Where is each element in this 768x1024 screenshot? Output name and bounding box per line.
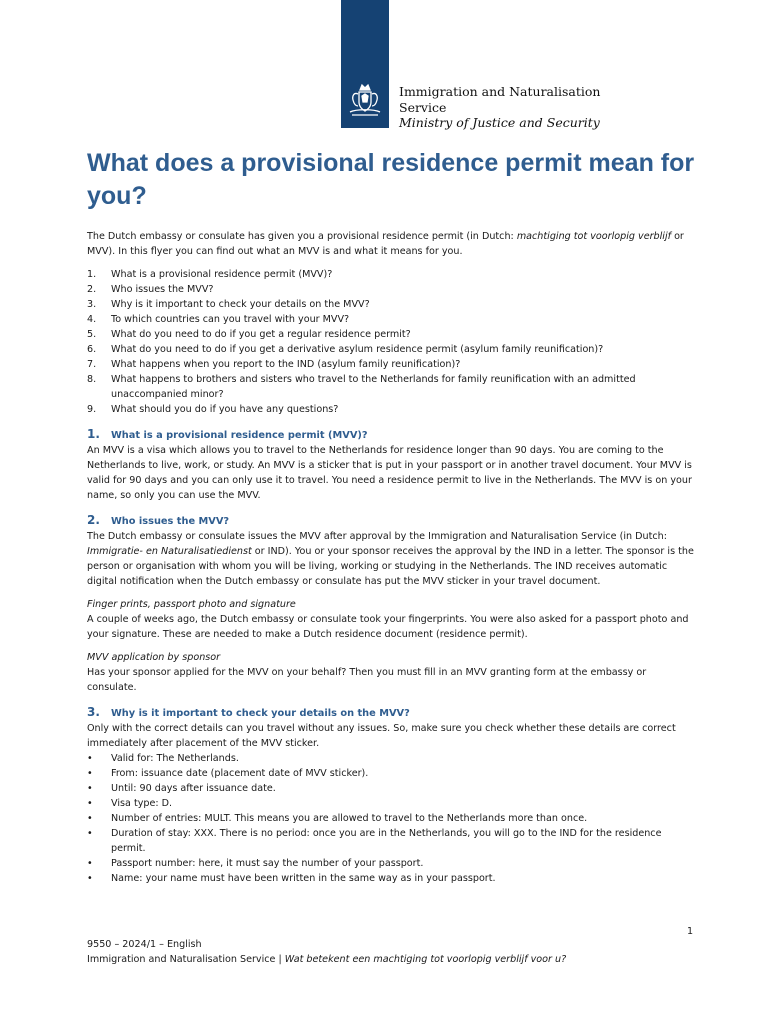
table-of-contents [87,267,695,417]
bullet-icon: • [87,873,93,884]
list-item-text: Number of entries: MULT. This means you are allowed to travel to the Netherlands more than once. [111,813,588,824]
list-item [87,811,695,826]
toc-item [87,372,695,402]
sponsor-application-body: Has your sponsor applied for the MVV on your behalf? Then you must fill in an MVV granting form at the embassy or consulate. [87,667,647,693]
toc-number: 6. [87,344,97,355]
section-title: Why is it important to check your details on the MVV? [111,708,410,719]
toc-item [87,312,695,327]
footer-dutch-title: Wat betekent een machtiging tot voorlopig verblijf voor u? [284,954,567,965]
toc-number: 7. [87,359,97,370]
list-item [87,826,695,856]
logo-bar [341,0,389,128]
ministry-name: Ministry of Justice and Security [399,115,600,130]
toc-text: Who issues the MVV? [111,284,214,295]
list-item [87,796,695,811]
footer-org: Immigration and Naturalisation Service | [87,954,285,965]
section-title: Who issues the MVV? [111,516,230,527]
org-name-line1: Immigration and Naturalisation [399,84,601,99]
toc-item [87,267,695,282]
subheading-sponsor-application: MVV application by sponsor [87,652,221,663]
toc-item [87,402,695,417]
organisation-name [399,84,600,131]
section-1-body: An MVV is a visa which allows you to travel to the Netherlands for residence longer than 90 days. You are coming to the Netherlands to live, work, or study. An MVV is a sticker that is put in your passport or in another travel document. Your MVV is valid for 90 days and you can only use it to travel. You need a residence permit to live in the Netherlands. The MVV is on your name, so only you can use the MVV. [87,445,692,501]
list-item-text: Duration of stay: XXX. There is no period: once you are in the Netherlands, you will go to the IND for the residence permit. [111,828,662,854]
toc-text: What should you do if you have any questions? [111,404,339,415]
toc-number: 2. [87,284,97,295]
list-item [87,871,695,886]
bullet-icon: • [87,828,93,839]
section-1-heading [87,427,695,443]
page-number: 1 [687,926,694,937]
toc-text: To which countries can you travel with your MVV? [111,314,350,325]
mvv-details-list [87,751,695,886]
list-item-text: Name: your name must have been written in the same way as in your passport. [111,873,496,884]
toc-number: 4. [87,314,97,325]
section-3-heading [87,705,695,721]
toc-item [87,357,695,372]
bullet-icon: • [87,798,93,809]
document-code: 9550 – 2024/1 – English [87,939,202,950]
page-title: What does a provisional residence permit mean for you? [87,149,695,210]
section-2-text-2: or IND). You or your sponsor receives the approval by the IND in a letter. The sponsor is the person or organisation with whom you will be living, working or studying in the Netherlands. The IND receives automatic digital notification when the Dutch embassy or consulate has put the MVV sticker in your travel document. [87,546,694,587]
section-number: 3. [87,705,100,719]
toc-text: Why is it important to check your details on the MVV? [111,299,370,310]
toc-text: What is a provisional residence permit (MVV)? [111,269,333,280]
list-item-text: Visa type: D. [111,798,173,809]
list-item [87,766,695,781]
list-item-text: From: issuance date (placement date of MVV sticker). [111,768,369,779]
subheading-fingerprints: Finger prints, passport photo and signature [87,599,296,610]
bullet-icon: • [87,858,93,869]
toc-text: What do you need to do if you get a derivative asylum residence permit (asylum family reunification)? [111,344,604,355]
list-item-text: Valid for: The Netherlands. [111,753,239,764]
bullet-icon: • [87,783,93,794]
toc-text: What do you need to do if you get a regular residence permit? [111,329,411,340]
intro-dutch-term: machtiging tot voorlopig verblijf [516,231,672,242]
section-2-dutch-term: Immigratie- en Naturalisatiedienst [87,546,252,557]
section-number: 2. [87,513,100,527]
list-item [87,751,695,766]
toc-number: 3. [87,299,97,310]
section-2-body [87,529,695,589]
section-2-heading [87,513,695,529]
royal-coat-of-arms-icon [346,82,384,118]
section-title: What is a provisional residence permit (MVV)? [111,430,368,441]
toc-item [87,327,695,342]
section-3-body: Only with the correct details can you travel without any issues. So, make sure you check whether these details are correct immediately after placement of the MVV sticker. [87,723,676,749]
intro-text-2: or MVV). In this flyer you can find out what an MVV is and what it means for you. [87,231,684,257]
org-name-line2: Service [399,99,447,115]
toc-number: 1. [87,269,97,280]
toc-text: What happens to brothers and sisters who travel to the Netherlands for family reunification with an admitted unaccompanied minor? [111,374,636,400]
toc-number: 9. [87,404,97,415]
bullet-icon: • [87,813,93,824]
toc-text: What happens when you report to the IND (asylum family reunification)? [111,359,461,370]
toc-item [87,342,695,357]
list-item [87,781,695,796]
toc-item [87,297,695,312]
bullet-icon: • [87,768,93,779]
section-number: 1. [87,427,100,441]
toc-number: 8. [87,374,97,385]
intro-text-1: The Dutch embassy or consulate has given you a provisional residence permit (in Dutch: [87,231,517,242]
toc-item [87,282,695,297]
fingerprints-body: A couple of weeks ago, the Dutch embassy or consulate took your fingerprints. You were also asked for a passport photo and your signature. These are needed to make a Dutch residence document (residence permit). [87,614,689,640]
toc-number: 5. [87,329,97,340]
intro-paragraph [87,229,695,259]
list-item-text: Until: 90 days after issuance date. [111,783,276,794]
list-item [87,856,695,871]
document-body [87,229,695,886]
bullet-icon: • [87,753,93,764]
list-item-text: Passport number: here, it must say the number of your passport. [111,858,424,869]
section-2-text-1: The Dutch embassy or consulate issues the MVV after approval by the Immigration and Naturalisation Service (in Dutch: [87,531,667,542]
footer-line [87,952,566,967]
footer [87,937,566,967]
